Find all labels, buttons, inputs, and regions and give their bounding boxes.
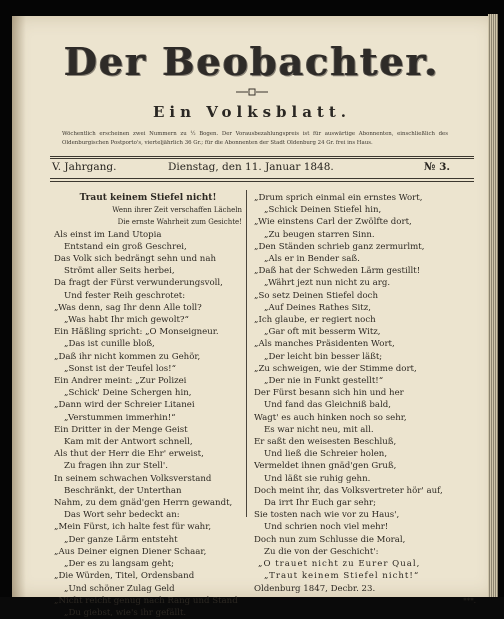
poem-line: „So setz Deinen Stiefel doch (254, 290, 379, 301)
poem-line: „Wie einstens Carl der Zwölfte dort, (254, 217, 412, 228)
poem-line: Er saßt den weisesten Beschluß, (254, 437, 397, 448)
poem-line: In seinem schwachen Volksverstand (54, 473, 212, 484)
poem-line: „Den Ständen schrieb ganz zermurlmt, (254, 241, 425, 252)
poem-line: „Mein Fürst, ich halte fest für wahr, (54, 522, 212, 533)
poem-line: „Aus Deiner eignen Diener Schaar, (54, 546, 207, 557)
poem-line: „Zu beugen starren Sinn. (264, 229, 375, 240)
poem-line: Traut keinem Stiefel nicht! (79, 193, 217, 203)
masthead-subtitle: Ein Volksblatt. (152, 103, 352, 121)
poem-line: „Der ganze Lärm entsteht (64, 534, 178, 545)
poem-line: Das Wort sehr bedeckt an: (64, 510, 180, 521)
poem-line: Doch nun zum Schlusse die Moral, (254, 534, 406, 545)
poem-line: Der Fürst besann sich hin und her (254, 388, 404, 399)
header-rule-bottom (50, 178, 474, 179)
poem-line: „Der nie in Funkt gestellt!“ (264, 376, 384, 387)
poem-line: Und schrien noch viel mehr! (264, 522, 389, 533)
poem-line: Zu die von der Geschicht': (264, 546, 379, 557)
poem-line: „Du giebst, wie's ihr gefällt. (64, 607, 187, 618)
poem-line: Oldenburg 1847, Decbr. 23. (254, 583, 376, 594)
poem-line: „Dann wird der Schreier Litanei (54, 400, 195, 411)
poem-line: „Schick Deinen Stiefel hin, (264, 205, 382, 216)
column-divider (246, 190, 247, 517)
issue-date: Dienstag, den 11. Januar 1848. (168, 161, 334, 173)
poem-line: „Der leicht bin besser läßt; (264, 351, 383, 362)
poem-line: „Zu schweigen, wie der Stimme dort, (254, 363, 417, 374)
poem-line: Doch meint ihr, das Volksvertreter hör' auf, (254, 485, 443, 496)
poem-line: Als einst im Land Utopia (54, 229, 162, 240)
masthead-title: Der Beobachter. (64, 39, 440, 84)
poem-line: „Das ist cunille bloß, (64, 339, 155, 350)
poem-line: Vermeldet ihnen gnäd'gen Gruß, (254, 461, 397, 472)
poem-line: Und fand das Gleichniß bald, (264, 400, 392, 411)
poem-line: Ein Dritter in der Menge Geist (54, 424, 188, 435)
poem-line: Da fragt der Fürst verwunderungsvoll, (54, 278, 223, 289)
poem-line: „Gar oft mit besserm Witz, (264, 327, 381, 338)
poem-line: „Als er in Bender saß. (264, 254, 360, 265)
poem-line: Als thut der Herr die Ehr' erweist, (54, 449, 204, 460)
poem-line: „Der es zu langsam geht; (64, 559, 175, 570)
poem-line: Die ernste Wahrheit zum Gesichte! (117, 218, 242, 227)
poem-line: Es war nicht neu, mit all. (264, 424, 374, 435)
right-column-poem (254, 192, 476, 607)
poem-line: „Währt jezt nun nicht zu arg. (264, 278, 391, 289)
subscription-notice: Wöchentlich erscheinen zwei Nummern zu ½ Bogen. Der Vorausbezahlungspreis ist für auswärtige Abonnenten, einschließlich des Oldenburgischen Postporto's, vierteljährlich 36 Gr.; für die Abonnenten der Stadt Oldenburg 24 Gr. frei ins Haus. (62, 131, 448, 146)
poem-line: „Nicht reicht genug nach Rang und Stand (54, 595, 238, 606)
left-column-poem (54, 192, 242, 619)
poem-line: Beschränkt, der Unterthan (64, 485, 182, 496)
poem-line: „Was habt Ihr mich gewolt?“ (64, 315, 189, 326)
poem-line: Entstand ein groß Geschrei, (64, 241, 187, 252)
poem-line: Und fester Reih geschrotet: (64, 290, 186, 301)
poem-line: Das Volk sich bedrängt sehn und nah (54, 254, 217, 265)
header-rule-top-double (50, 158, 474, 159)
poem-line: Sie tosten nach wie vor zu Haus', (254, 510, 400, 521)
poem-line: „Drum sprich einmal ein ernstes Wort, (254, 193, 423, 203)
poem-line: „Die Würden, Titel, Ordensband (54, 571, 195, 582)
poem-line: „Daß hat der Schweden Lärm gestillt! (254, 266, 421, 277)
poem-line: Ein Andrer meint: „Zur Polizei (54, 376, 187, 387)
poem-line: „O trauet nicht zu Eurer Qual, (258, 559, 421, 570)
poem-line: ***. (463, 596, 476, 605)
poem-line: Da irrt Ihr Euch gar sehr; (264, 498, 377, 509)
header-rule-bottom-double (50, 181, 474, 182)
poem-line: „Sonst ist der Teufel los!“ (64, 363, 177, 374)
poem-line: Und ließ die Schreier holen, (264, 449, 388, 460)
poem-line: „Ich glaube, er regiert noch (254, 315, 376, 326)
poem-line: „Verstummen immerhin!“ (64, 412, 176, 423)
header-rule-top (50, 156, 474, 157)
poem-line: „Daß ihr nicht kommen zu Gehör, (54, 351, 201, 362)
masthead-ornament (236, 88, 268, 96)
poem-line: Nahm, zu dem gnäd'gen Herrn gewandt, (54, 498, 233, 509)
poem-line: Ein Häßling spricht: „O Monseigneur. (54, 327, 219, 338)
poem-line: Strömt aller Seits herbei, (64, 266, 175, 277)
poem-line: Kam mit der Antwort schnell, (64, 437, 193, 448)
poem-line: „Auf Deines Rathes Sitz, (264, 302, 371, 313)
issue-number: № 3. (424, 161, 451, 173)
poem-line: Wenn ihrer Zeit verschaffen Lächeln (112, 206, 242, 215)
volume-label: V. Jahrgang. (52, 161, 117, 173)
poem-line: Und läßt sie ruhig gehn. (264, 473, 371, 484)
poem-line: „Was denn, sag Ihr denn Alle toll? (54, 302, 202, 313)
poem-line: „Als manches Präsidenten Wort, (254, 339, 395, 350)
poem-line: „Und schöner Zulag Geld (64, 583, 175, 594)
poem-line: Zu fragen ihn zur Stell'. (64, 461, 168, 472)
poem-line: „Schick' Deine Schergen hin, (64, 388, 192, 399)
poem-line: Wagt' es auch hinken noch so sehr, (254, 412, 407, 423)
poem-line: „Traut keinem Stiefel nicht!“ (264, 571, 420, 582)
